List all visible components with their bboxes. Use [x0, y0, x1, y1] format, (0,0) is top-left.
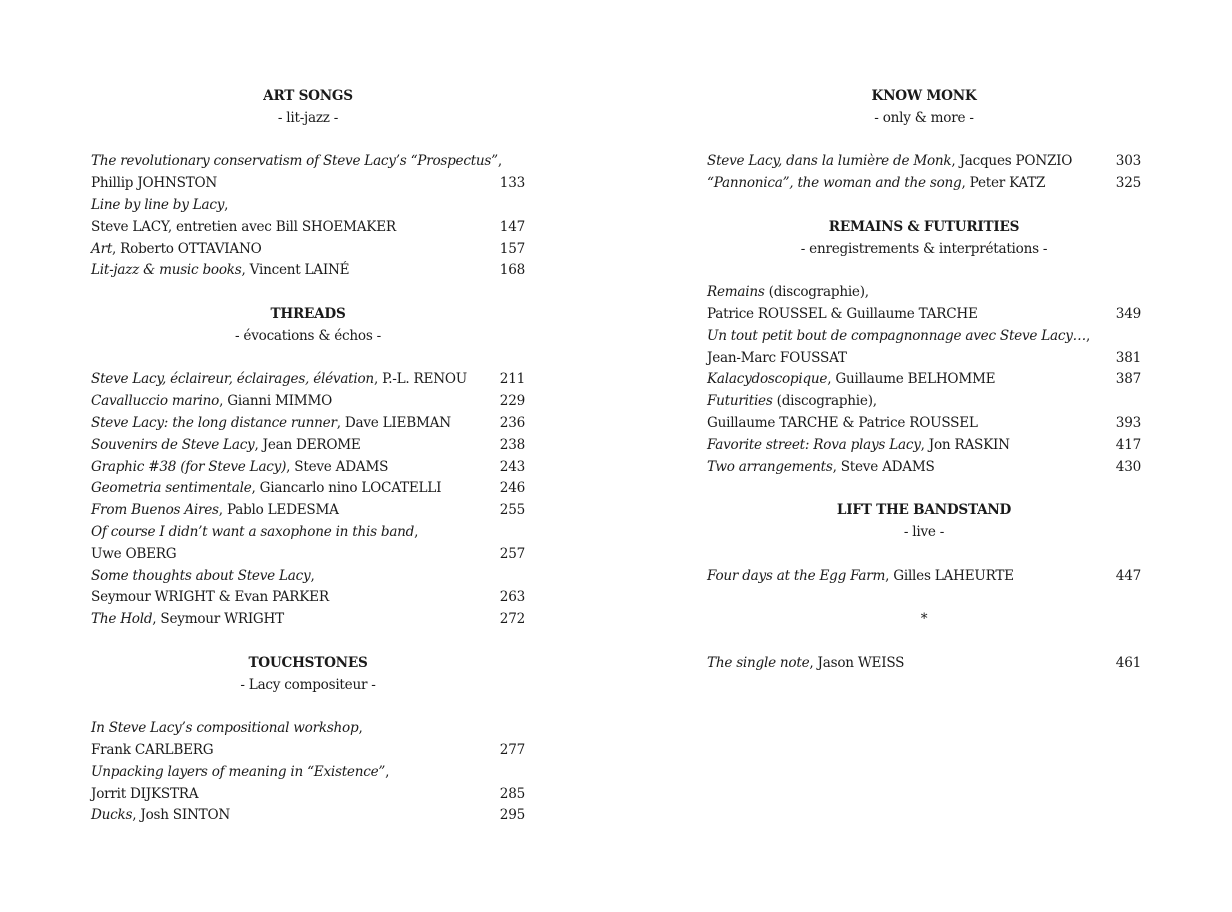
- section-subtitle-text: - live -: [903, 523, 945, 540]
- toc-entry: [707, 435, 1141, 457]
- section-title: [707, 86, 1141, 108]
- entry-text: [91, 413, 451, 435]
- toc-entry: [707, 566, 1141, 588]
- entry-text: [91, 718, 363, 740]
- entry-author: Frank CARLBERG: [91, 741, 214, 758]
- toc-entry: [91, 217, 525, 239]
- page-number: 461: [1115, 654, 1141, 671]
- page-number: 236: [499, 414, 525, 431]
- entry-text: [91, 260, 349, 282]
- entry-author: , Jacques PONZIO: [951, 153, 1073, 170]
- entry-author: , Gianni MIMMO: [219, 393, 333, 410]
- section-title: [91, 653, 525, 675]
- page-number: 263: [499, 589, 525, 606]
- entry-text: [91, 239, 262, 261]
- spacer: [91, 696, 525, 718]
- entry-author: , Gilles LAHEURTE: [885, 567, 1014, 584]
- page-number: 272: [499, 611, 525, 628]
- page-number: 238: [499, 436, 525, 453]
- section-subtitle-text: *: [920, 611, 928, 628]
- section-title: [707, 217, 1141, 239]
- entry-title: Line by line by Lacy: [91, 196, 225, 213]
- section-subtitle-text: - évocations & échos -: [235, 327, 381, 344]
- page-number: 168: [499, 262, 525, 279]
- section-subtitle: [91, 675, 525, 697]
- entry-author: Jean-Marc FOUSSAT: [707, 349, 847, 366]
- entry-text: [707, 348, 847, 370]
- toc-entry: [707, 348, 1141, 370]
- toc-entry: [91, 500, 525, 522]
- spacer: [91, 348, 525, 370]
- page-number: 246: [499, 480, 525, 497]
- page-number: 387: [1115, 371, 1141, 388]
- entry-title: Ducks: [91, 807, 133, 824]
- entry-text: [91, 151, 502, 173]
- entry-text: [91, 478, 441, 500]
- section-subtitle: [91, 326, 525, 348]
- entry-title: Steve Lacy: the long distance runner: [91, 414, 337, 431]
- spacer: [707, 478, 1141, 500]
- entry-author: ,: [1086, 327, 1091, 344]
- entry-author: , Jean DEROME: [254, 436, 361, 453]
- section-subtitle: [91, 108, 525, 130]
- spacer: [91, 130, 525, 152]
- entry-author: , Vincent LAINÉ: [241, 262, 350, 279]
- entry-author: (discographie),: [772, 393, 877, 410]
- entry-author: , Roberto OTTAVIANO: [112, 240, 262, 257]
- entry-text: [91, 435, 361, 457]
- entry-title: The Hold: [91, 611, 153, 628]
- entry-title: Geometria sentimentale: [91, 480, 252, 497]
- entry-title: Favorite street: Rova plays Lacy: [707, 436, 921, 453]
- entry-title: In Steve Lacy’s compositional workshop: [91, 720, 359, 737]
- spacer: [707, 631, 1141, 653]
- entry-author: , P.-L. RENOU: [373, 371, 467, 388]
- entry-author: ,: [497, 153, 502, 170]
- entry-text: [707, 653, 904, 675]
- entry-author: Phillip JOHNSTON: [91, 175, 218, 192]
- entry-author: , Josh SINTON: [132, 807, 230, 824]
- entry-title: Souvenirs de Steve Lacy: [91, 436, 255, 453]
- entry-title: Some thoughts about Steve Lacy: [91, 567, 311, 584]
- toc-entry: [707, 391, 1141, 413]
- page-number: 133: [499, 175, 525, 192]
- entry-author: , Dave LIEBMAN: [336, 414, 451, 431]
- toc-entry: [91, 369, 525, 391]
- toc-column-left: [91, 86, 525, 827]
- entry-title: Steve Lacy, éclaireur, éclairages, élévation: [91, 371, 374, 388]
- spacer: [707, 195, 1141, 217]
- entry-title: Unpacking layers of meaning in “Existence”: [91, 763, 386, 780]
- entry-title: Lit-jazz & music books: [91, 262, 242, 279]
- entry-author: , Steve ADAMS: [286, 458, 389, 475]
- section-title-text: THREADS: [270, 305, 346, 322]
- entry-text: [707, 369, 995, 391]
- spacer: [707, 130, 1141, 152]
- toc-entry: [91, 239, 525, 261]
- section-subtitle-text: - enregistrements & interprétations -: [800, 240, 1048, 257]
- entry-text: [91, 805, 230, 827]
- entry-text: [91, 762, 389, 784]
- section-subtitle: [707, 108, 1141, 130]
- entry-text: [707, 457, 935, 479]
- toc-entry: [707, 173, 1141, 195]
- entry-author: ,: [358, 720, 363, 737]
- entry-author: Jorrit DIJKSTRA: [91, 785, 199, 802]
- entry-text: [91, 369, 467, 391]
- page-number: 295: [499, 807, 525, 824]
- entry-author: , Seymour WRIGHT: [152, 611, 284, 628]
- entry-author: ,: [385, 763, 390, 780]
- entry-title: The single note: [707, 654, 810, 671]
- entry-title: Art: [91, 240, 113, 257]
- toc-entry: [91, 522, 525, 544]
- section-title-text: LIFT THE BANDSTAND: [836, 502, 1012, 519]
- page-number: 147: [499, 218, 525, 235]
- page-number: 393: [1115, 414, 1141, 431]
- page-number: 303: [1115, 153, 1141, 170]
- page-number: 349: [1115, 305, 1141, 322]
- entry-title: Graphic #38 (for Steve Lacy): [91, 458, 287, 475]
- entry-title: Futurities: [707, 393, 773, 410]
- page-number: 325: [1115, 175, 1141, 192]
- entry-text: [91, 587, 329, 609]
- section-title: [91, 304, 525, 326]
- entry-author: , Peter KATZ: [961, 175, 1046, 192]
- page-number: 229: [499, 393, 525, 410]
- toc-entry: [707, 457, 1141, 479]
- entry-text: [707, 413, 978, 435]
- entry-author: , Steve ADAMS: [832, 458, 935, 475]
- toc-entry: [91, 457, 525, 479]
- entry-text: [91, 173, 217, 195]
- page-number: 243: [499, 458, 525, 475]
- toc-entry: [91, 391, 525, 413]
- toc-entry: [91, 740, 525, 762]
- section-subtitle: [707, 609, 1141, 631]
- entry-author: , Giancarlo nino LOCATELLI: [251, 480, 442, 497]
- toc-entry: [91, 260, 525, 282]
- page-number: 430: [1115, 458, 1141, 475]
- section-subtitle: [707, 522, 1141, 544]
- page-number: 157: [499, 240, 525, 257]
- entry-text: [707, 391, 877, 413]
- page-number: 447: [1115, 567, 1141, 584]
- entry-author: Steve LACY, entretien avec Bill SHOEMAKER: [91, 218, 396, 235]
- toc-entry: [707, 413, 1141, 435]
- entry-text: [91, 566, 315, 588]
- toc-entry: [707, 326, 1141, 348]
- toc-entry: [91, 151, 525, 173]
- entry-text: [707, 326, 1090, 348]
- spacer: [707, 260, 1141, 282]
- entry-text: [91, 784, 198, 806]
- entry-author: , Pablo LEDESMA: [218, 502, 339, 519]
- entry-text: [91, 740, 213, 762]
- entry-text: [707, 566, 1014, 588]
- spacer: [91, 631, 525, 653]
- entry-title: Cavalluccio marino: [91, 393, 220, 410]
- entry-text: [707, 282, 869, 304]
- entry-text: [91, 457, 388, 479]
- page-number: 277: [499, 741, 525, 758]
- page-number: 255: [499, 502, 525, 519]
- entry-title: Un tout petit bout de compagnonnage avec Steve Lacy…: [707, 327, 1087, 344]
- toc-entry: [91, 173, 525, 195]
- entry-author: ,: [224, 196, 229, 213]
- page-number: 285: [499, 785, 525, 802]
- toc-entry: [91, 544, 525, 566]
- section-title-text: ART SONGS: [263, 88, 353, 104]
- toc-entry: [707, 369, 1141, 391]
- toc-entry: [91, 784, 525, 806]
- section-title-text: REMAINS & FUTURITIES: [828, 218, 1020, 235]
- toc-entry: [707, 151, 1141, 173]
- toc-entry: [91, 195, 525, 217]
- section-subtitle: [707, 239, 1141, 261]
- section-title-text: KNOW MONK: [871, 88, 977, 104]
- entry-text: [91, 500, 339, 522]
- toc-entry: [91, 566, 525, 588]
- toc-entry: [91, 413, 525, 435]
- toc-entry: [91, 478, 525, 500]
- entry-text: [91, 195, 228, 217]
- toc-entry: [91, 762, 525, 784]
- entry-title: From Buenos Aires: [91, 502, 219, 519]
- entry-author: Guillaume TARCHE & Patrice ROUSSEL: [707, 414, 978, 431]
- entry-author: , Jon RASKIN: [920, 436, 1010, 453]
- section-subtitle-text: - lit-jazz -: [277, 109, 339, 126]
- entry-author: (discographie),: [764, 284, 869, 301]
- section-title: [707, 500, 1141, 522]
- entry-text: [91, 609, 284, 631]
- toc-entry: [91, 805, 525, 827]
- spacer: [91, 282, 525, 304]
- section-subtitle-text: - only & more -: [874, 109, 974, 126]
- entry-text: [91, 522, 418, 544]
- entry-author: , Jason WEISS: [809, 654, 905, 671]
- entry-text: [91, 544, 176, 566]
- entry-author: ,: [310, 567, 315, 584]
- entry-text: [707, 304, 978, 326]
- entry-title: Two arrangements: [707, 458, 833, 475]
- entry-author: Seymour WRIGHT & Evan PARKER: [91, 589, 329, 606]
- toc-entry: [707, 653, 1141, 675]
- entry-title: Kalacydoscopique: [707, 371, 828, 388]
- page-number: 381: [1115, 349, 1141, 366]
- toc-entry: [91, 587, 525, 609]
- entry-title: Remains: [707, 284, 765, 301]
- entry-text: [707, 151, 1072, 173]
- entry-text: [707, 435, 1010, 457]
- entry-title: The revolutionary conservatism of Steve Lacy’s “Prospectus”: [91, 153, 498, 170]
- toc-entry: [91, 718, 525, 740]
- toc-entry: [91, 609, 525, 631]
- entry-title: Steve Lacy, dans la lumière de Monk: [707, 153, 952, 170]
- entry-author: Patrice ROUSSEL & Guillaume TARCHE: [707, 305, 978, 322]
- toc-entry: [707, 282, 1141, 304]
- entry-author: ,: [414, 523, 419, 540]
- entry-text: [91, 217, 396, 239]
- entry-text: [91, 391, 332, 413]
- section-title: [91, 86, 525, 108]
- entry-author: Uwe OBERG: [91, 545, 177, 562]
- entry-title: “Pannonica”, the woman and the song: [707, 175, 962, 192]
- spacer: [707, 544, 1141, 566]
- spacer: [707, 587, 1141, 609]
- entry-text: [707, 173, 1045, 195]
- page-number: 211: [499, 371, 525, 388]
- entry-title: Four days at the Egg Farm: [707, 567, 886, 584]
- toc-entry: [91, 435, 525, 457]
- entry-title: Of course I didn’t want a saxophone in this band: [91, 523, 415, 540]
- section-subtitle-text: - Lacy compositeur -: [240, 676, 376, 693]
- toc-entry: [707, 304, 1141, 326]
- page-number: 417: [1115, 436, 1141, 453]
- entry-author: , Guillaume BELHOMME: [827, 371, 996, 388]
- toc-column-right: [707, 86, 1141, 675]
- section-title-text: TOUCHSTONES: [248, 654, 368, 671]
- page-number: 257: [499, 545, 525, 562]
